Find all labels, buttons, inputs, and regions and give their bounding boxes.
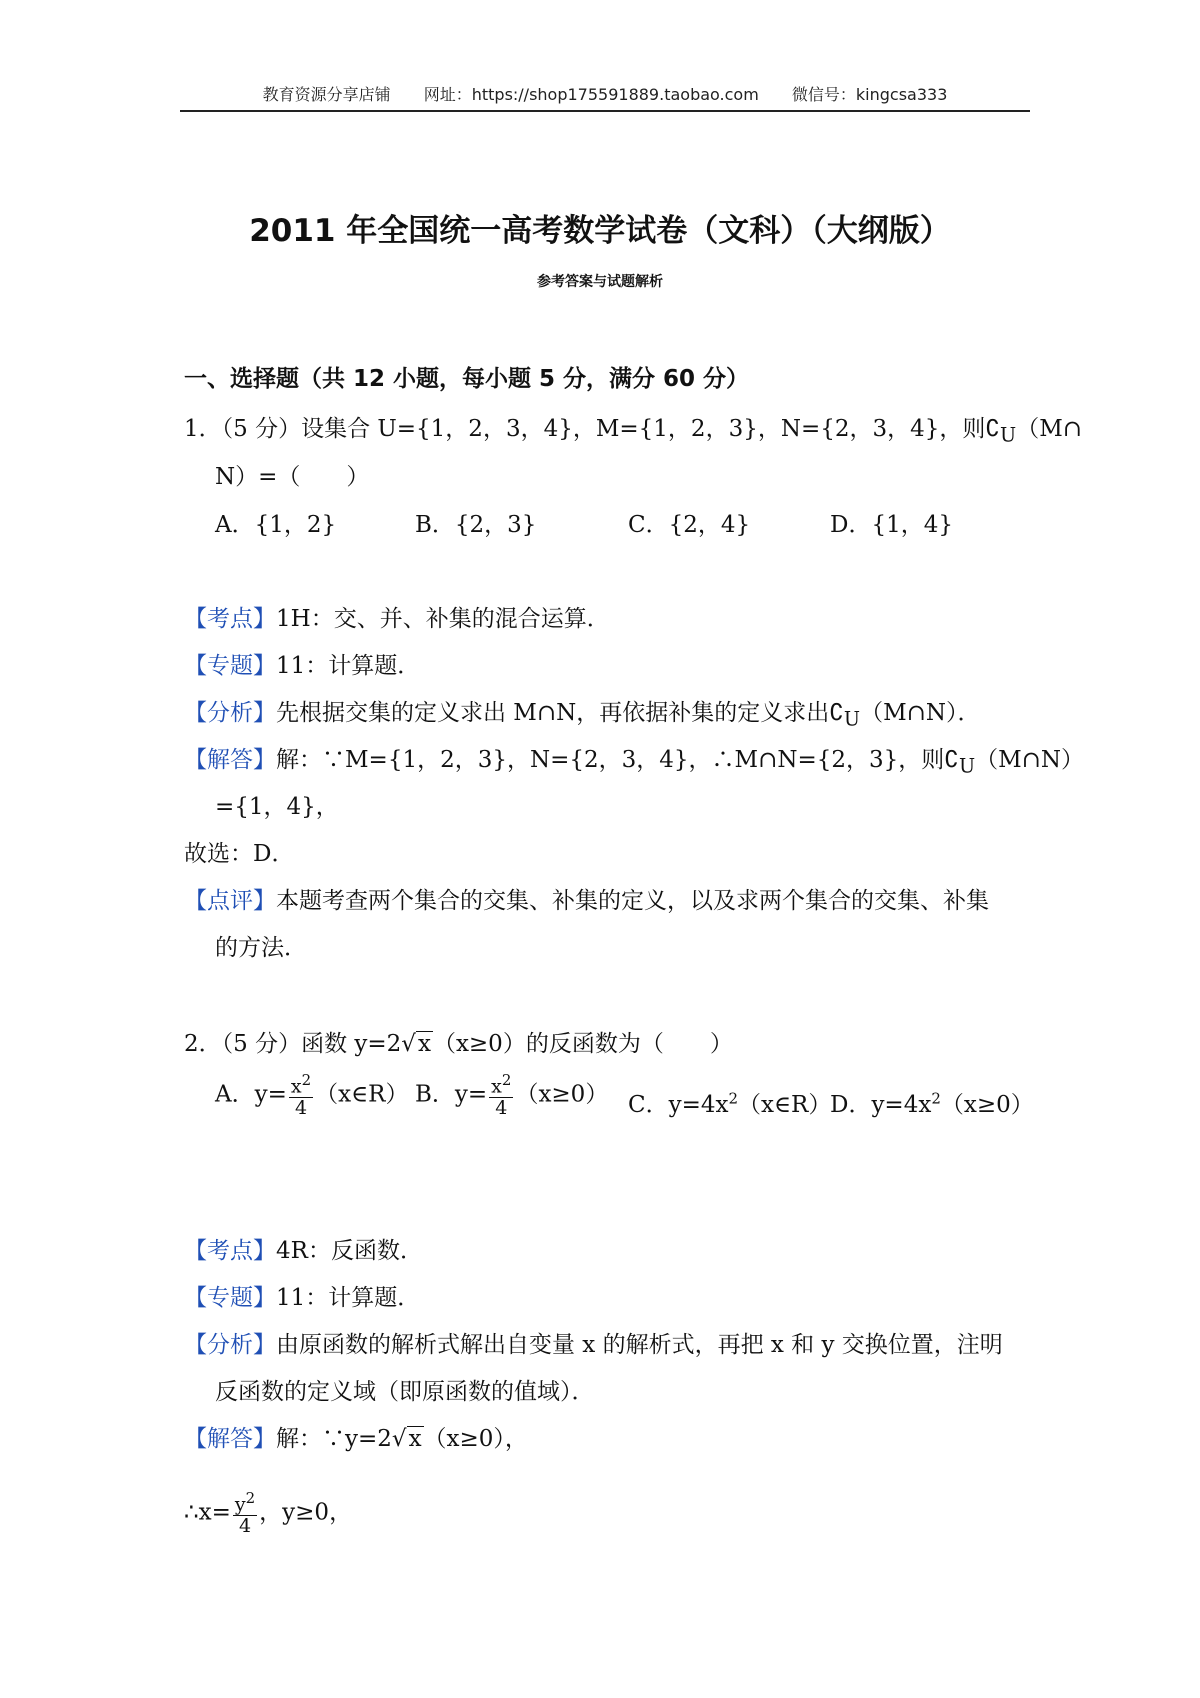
q1-option-c: C．{2，4} (628, 512, 751, 538)
q1-option-b: B．{2，3} (415, 512, 537, 538)
q1-jieda: 【解答】解：∵M={1，2，3}，N={2，3，4}，∴M∩N={2，3}，则$∁_U(M\cap N)$ (184, 747, 1085, 778)
q1-kaodian: 【考点】1H：交、并、补集的混合运算． (184, 606, 610, 632)
sqrt-expression: 2√x (377, 1426, 422, 1452)
q1-zhuanti: 【专题】11：计算题． (184, 653, 421, 679)
section-heading: 一、选择题（共 12 小题，每小题 5 分，满分 60 分） (184, 366, 750, 392)
sqrt-expression: 2√x (386, 1031, 431, 1057)
q1-dianping: 【点评】本题考查两个集合的交集、补集的定义，以及求两个集合的交集、补集 (184, 888, 989, 914)
page-header (180, 82, 1030, 105)
document-title: 2011 年全国统一高考数学试卷（文科）（大纲版） (249, 213, 951, 249)
q1-fenxi: 【分析】先根据交集的定义求出 M∩N，再依据补集的定义求出$∁_U(M\cap N)$． (184, 700, 981, 731)
q2-kaodian: 【考点】4R：反函数． (184, 1238, 423, 1264)
header-wechat: 微信号：kingcsa333 (791, 85, 948, 104)
q1-jieda-line2: ={1，4}， (215, 794, 339, 820)
q2-zhuanti: 【专题】11：计算题． (184, 1285, 421, 1311)
q2-option-a: A．y= $\frac{x^2}{4}$ （x∈R） (215, 1071, 409, 1120)
q2-jieda: 【解答】解：∵y=2√x（x≥0）， (184, 1426, 528, 1452)
q1-stem-line1: 1．（5 分）设集合 U={1，2，3，4}，M={1，2，3}，N={2，3，4}，则$∁_U(M\cap$ (184, 416, 1083, 447)
header-website: 网址：https://shop175591889.taobao.com (423, 85, 759, 104)
q1-dianping-line2: 的方法． (215, 935, 307, 961)
q2-fenxi-line2: 反函数的定义域（即原函数的值域）． (215, 1379, 595, 1405)
header-divider (180, 110, 1030, 112)
q2-option-b: B．y= $\frac{x^2}{4}$ （x≥0） (415, 1071, 609, 1120)
fraction: $\frac{x^2}{4}$ (290, 1071, 312, 1120)
q1-stem-line2: N）=（ ） (215, 464, 370, 490)
q2-stem: 2．（5 分）函数 y=2√x（x≥0）的反函数为（ ） (184, 1031, 733, 1057)
q1-option-d: D．{1，4} (830, 512, 953, 538)
header-shop: 教育资源分享店铺 (262, 85, 391, 104)
q2-option-d: D．$y=4x^2(x\ge 0)$ (830, 1089, 1034, 1118)
q1-option-a: A．{1，2} (215, 512, 337, 538)
q2-step: ∴x= $\frac{y^2}{4}$ ，y≥0， (184, 1489, 353, 1538)
q2-option-c: C．$y=4x^2(x\in R)$ (628, 1089, 832, 1118)
fraction: $\frac{y^2}{4}$ (234, 1489, 256, 1538)
document-subtitle: 参考答案与试题解析 (537, 274, 663, 290)
q1-choose: 故选：D． (184, 841, 295, 867)
q2-fenxi: 【分析】由原函数的解析式解出自变量 x 的解析式，再把 x 和 y 交换位置，注明 (184, 1332, 1003, 1358)
fraction: $\frac{x^2}{4}$ (491, 1071, 512, 1120)
